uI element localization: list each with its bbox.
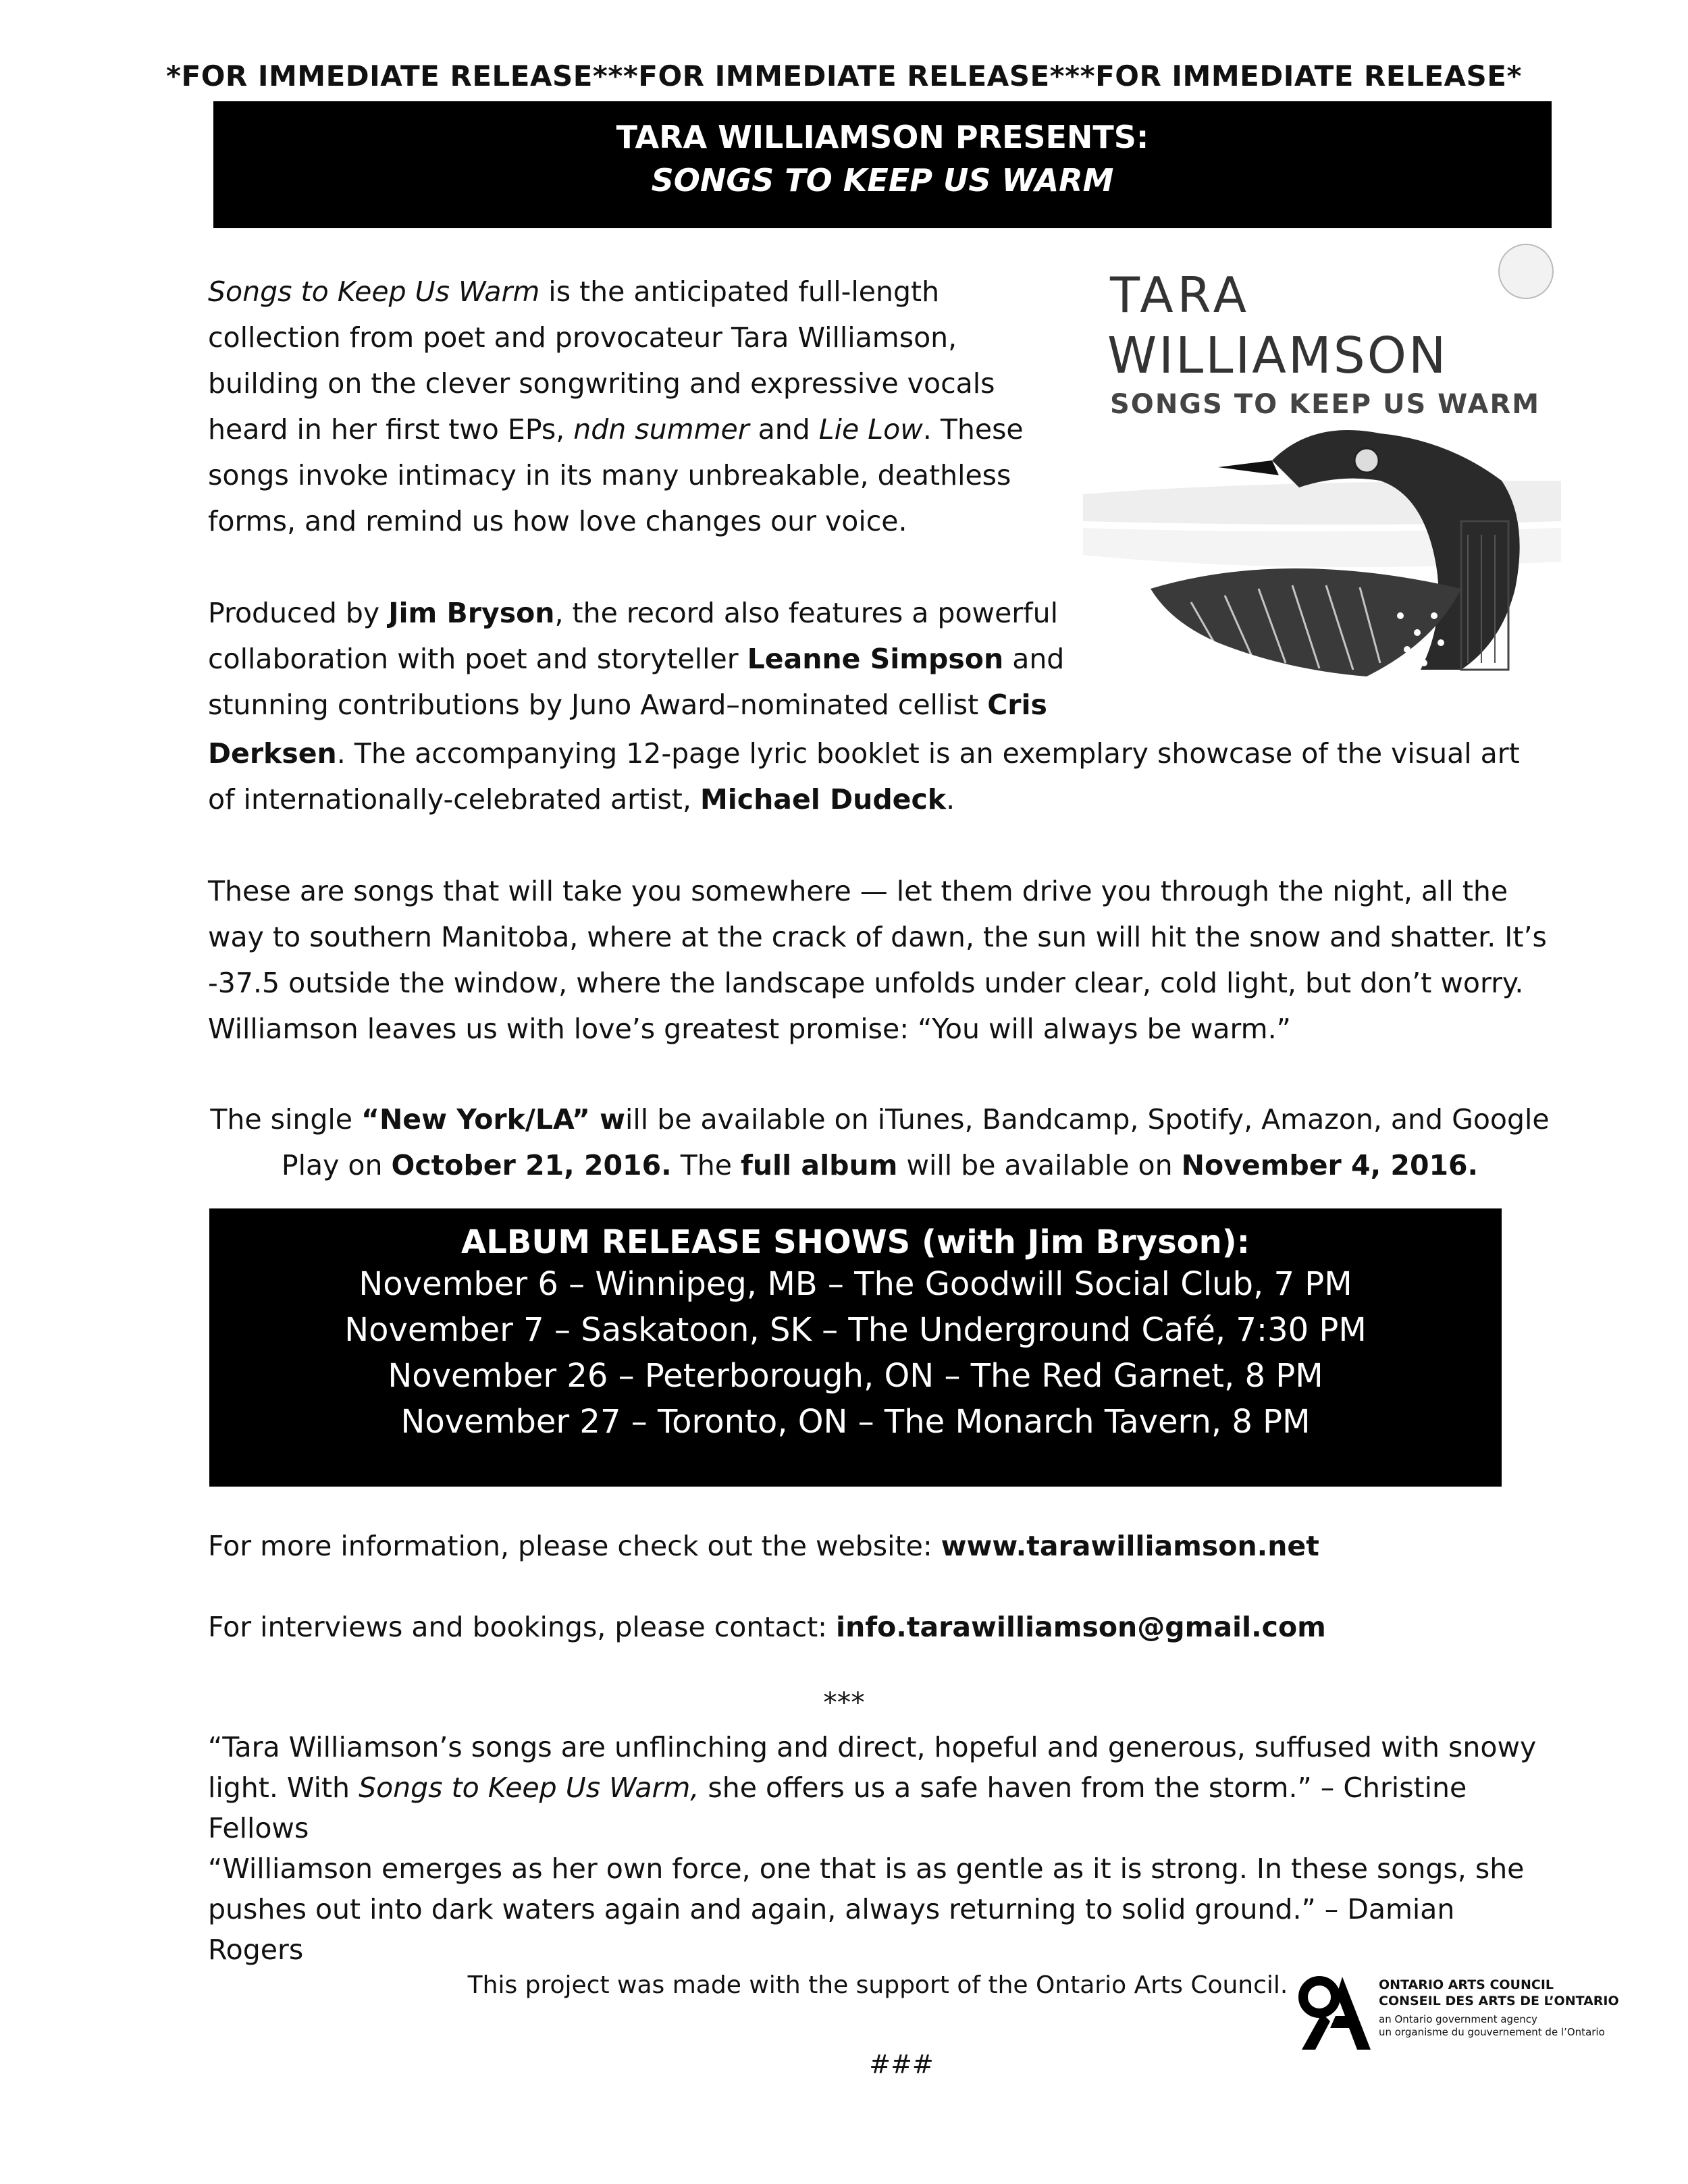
title-box [213,101,1552,228]
production-paragraph [208,590,1065,728]
availability-text-c: The [671,1149,741,1181]
title-line-1: TARA WILLIAMSON PRESENTS: [616,119,1149,155]
end-mark: ### [869,2050,934,2079]
production-text-a: Produced by [208,597,389,629]
availability-paragraph [208,1096,1552,1188]
availability-text-a: The single [210,1103,362,1136]
production-paragraph-cont [208,730,1525,822]
cover-album-title: SONGS TO KEEP US WARM [1110,389,1541,420]
cellist-first-name: Cris [987,689,1047,721]
cellist-last-name: Derksen [208,737,337,770]
album-date: November 4, 2016. [1181,1149,1479,1181]
ontario-arts-council-logo [1295,1973,1619,2054]
album-cover [1083,238,1561,706]
oac-name-fr: CONSEIL DES ARTS DE L’ONTARIO [1379,1994,1619,2008]
visual-artist-name: Michael Dudeck [700,783,947,816]
cover-artist-first: TARA [1110,267,1251,323]
website-line [208,1530,1319,1562]
single-title: “New York/LA” w [361,1103,626,1136]
oac-agency-fr: un organisme du gouvernement de l’Ontario [1379,2026,1605,2038]
contact-line [208,1611,1326,1643]
production-text-e: . [946,783,955,816]
title-line-2: SONGS TO KEEP US WARM [651,162,1114,198]
intro-paragraph [208,269,1072,544]
intro-text-c: . These songs invoke intimacy in its many unbreakable, deathless forms, and remind us how love changes our voice. [208,413,1024,537]
contact-text: For interviews and bookings, please contact: [208,1611,837,1643]
show-row: November 26 – Peterborough, ON – The Red Garnet, 8 PM [388,1357,1323,1395]
quote1-text-b: she offers us a safe haven from the storm.” – Christine Fellows [208,1772,1467,1844]
oac-agency-en: an Ontario government agency [1379,2013,1537,2025]
collaborator-name: Leanne Simpson [747,643,1004,675]
production-text-c: and stunning contributions by Juno Award–nominated cellist [208,643,1065,721]
release-banner: *FOR IMMEDIATE RELEASE***FOR IMMEDIATE RELEASE***FOR IMMEDIATE RELEASE* [166,59,1522,92]
show-row: November 27 – Toronto, ON – The Monarch Tavern, 8 PM [400,1403,1311,1441]
website-link[interactable]: www.tarawilliamson.net [941,1530,1319,1562]
oac-name-en: ONTARIO ARTS COUNCIL [1379,1977,1554,1992]
album-cover-art [1083,238,1561,706]
availability-text-d: will be available on [897,1149,1182,1181]
intro-text-a: is the anticipated full-length collection from poet and provocateur Tara Williamson, building on the clever songwriting and expressive vocals heard in her first two EPs, [208,275,995,446]
album-title-italic: Songs to Keep Us Warm [208,275,540,308]
quote1-text-a: “Tara Williamson’s songs are unflinching and direct, hopeful and generous, suffused with snowy light. With [208,1731,1537,1804]
quote-damian-rogers: “Williamson emerges as her own force, one that is as gentle as it is strong. In these songs, she pushes out into dark waters again and again, always returning to solid ground.” – Damian Rogers [208,1853,1525,1966]
shows-heading: ALBUM RELEASE SHOWS (with Jim Bryson): [461,1223,1250,1261]
quote-christine-fellows [208,1727,1552,1848]
separator: *** [823,1686,865,1719]
single-date: October 21, 2016. [391,1149,672,1181]
cover-artist-last: WILLIAMSON [1107,327,1448,385]
ep-title-1: ndn summer [573,413,749,446]
quote1-album-italic: Songs to Keep Us Warm, [359,1772,700,1804]
ep-title-2: Lie Low [818,413,923,446]
production-text-d: . The accompanying 12-page lyric booklet is an exemplary showcase of the visual art of internationally-celebrated artist, [208,737,1520,816]
release-shows-box [209,1208,1502,1487]
availability-text-b: ill be available on iTunes, Bandcamp, Spotify, Amazon, and Google Play on [281,1103,1550,1181]
support-note: This project was made with the support of the Ontario Arts Council. [467,1971,1288,1999]
contact-email-link[interactable]: info.tarawilliamson@gmail.com [836,1611,1326,1643]
production-text-b: , the record also features a powerful collaboration with poet and storyteller [208,597,1058,675]
description-paragraph: These are songs that will take you somewhere — let them drive you through the night, all the way to southern Manitoba, where at the crack of dawn, the sun will hit the snow and shatter. It’s -37.5 outside the window, where the landscape unfolds under clear, cold light, but don’t worry. Williamson leaves us with love’s greatest promise: “You will always be warm.” [208,875,1547,1045]
oac-emblem-icon [1295,1973,1375,2054]
website-text: For more information, please check out the website: [208,1530,941,1562]
producer-name: Jim Bryson [388,597,555,629]
full-album-label: full album [741,1149,898,1181]
oac-text [1379,1977,1619,2039]
show-row: November 6 – Winnipeg, MB – The Goodwill Social Club, 7 PM [359,1265,1352,1303]
intro-text-b: and [749,413,819,446]
show-row: November 7 – Saskatoon, SK – The Underground Café, 7:30 PM [344,1311,1367,1349]
